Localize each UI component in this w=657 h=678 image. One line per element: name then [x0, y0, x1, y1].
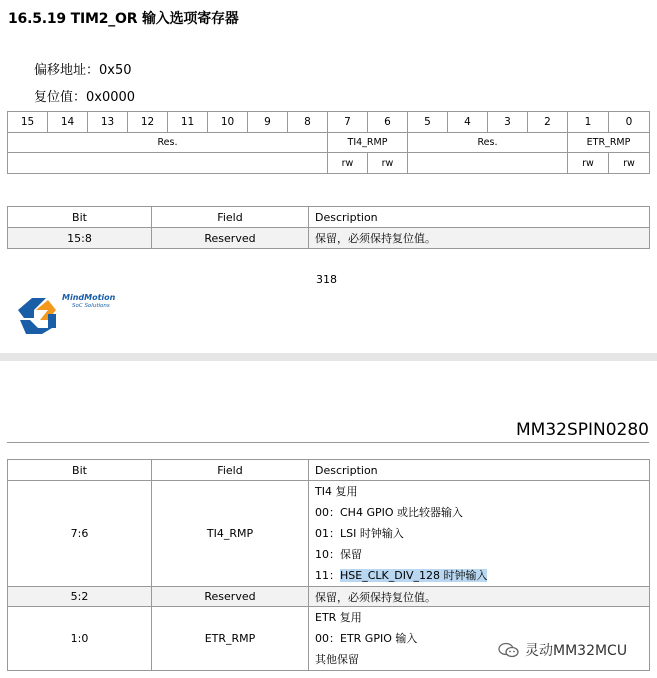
logo-tagline: SoC Solutions — [72, 303, 110, 309]
bit-number: 0 — [609, 112, 650, 133]
description-line: 10：保留 — [315, 548, 362, 561]
table-row — [8, 481, 650, 587]
offset-address: 偏移地址：0x50 — [34, 63, 132, 78]
access-empty — [8, 153, 328, 174]
header-field: Field — [152, 460, 309, 481]
field-name-row — [8, 133, 650, 153]
cell-bit: 7:6 — [8, 481, 152, 587]
company-logo — [12, 292, 122, 334]
page-divider — [0, 353, 657, 361]
bit-number: 14 — [48, 112, 88, 133]
bit-number: 12 — [128, 112, 168, 133]
header-description: Description — [309, 207, 650, 228]
cell-field: ETR_RMP — [152, 607, 309, 671]
cell-description: 保留，必须保持复位值。 — [309, 228, 650, 249]
bit-number: 2 — [528, 112, 568, 133]
table-row — [8, 587, 650, 607]
watermark-text: 灵动MM32MCU — [525, 643, 628, 659]
access-rw: rw — [328, 153, 368, 174]
field-res-high: Res. — [8, 133, 328, 153]
field-etr-rmp: ETR_RMP — [568, 133, 650, 153]
header-bit: Bit — [8, 460, 152, 481]
table-row — [8, 607, 650, 671]
bit-number: 10 — [208, 112, 248, 133]
field-res-mid: Res. — [408, 133, 568, 153]
cell-bit: 5:2 — [8, 587, 152, 607]
description-line: 00：CH4 GPIO 或比较器输入 — [315, 506, 463, 519]
bit-number-row — [8, 112, 650, 133]
table-row — [8, 228, 650, 249]
bit-number: 3 — [488, 112, 528, 133]
description-line: ETR 复用 — [315, 611, 362, 624]
wechat-icon — [498, 642, 520, 658]
description-line: TI4 复用 — [315, 485, 358, 498]
access-empty — [408, 153, 568, 174]
cell-bit: 1:0 — [8, 607, 152, 671]
description-line: 00：ETR GPIO 输入 — [315, 632, 418, 645]
access-rw: rw — [568, 153, 609, 174]
table-header-row — [8, 460, 650, 481]
cell-bit: 15:8 — [8, 228, 152, 249]
product-name: MM32SPIN0280 — [515, 420, 649, 440]
logo-name: MindMotion — [62, 293, 116, 302]
cell-description — [309, 481, 650, 587]
cell-description: 保留，必须保持复位值。 — [309, 587, 650, 607]
header-field: Field — [152, 207, 309, 228]
section-title: 16.5.19 TIM2_OR 输入选项寄存器 — [8, 11, 239, 27]
bit-number: 1 — [568, 112, 609, 133]
watermark — [498, 640, 627, 660]
table-header-row — [8, 207, 650, 228]
access-rw: rw — [368, 153, 408, 174]
option-prefix: 11： — [315, 569, 340, 582]
bit-number: 15 — [8, 112, 48, 133]
highlighted-text: HSE_CLK_DIV_128 时钟输入 — [340, 569, 488, 582]
reset-value: 复位值：0x0000 — [34, 90, 136, 105]
description-table-1 — [7, 206, 650, 249]
field-ti4-rmp: TI4_RMP — [328, 133, 408, 153]
page-number: 318 — [316, 273, 337, 286]
access-rw: rw — [609, 153, 650, 174]
bit-number: 9 — [248, 112, 288, 133]
bit-number: 6 — [368, 112, 408, 133]
header-description: Description — [309, 460, 650, 481]
cell-description — [309, 607, 650, 671]
logo-mark-icon — [12, 292, 62, 334]
access-row — [8, 153, 650, 174]
bit-number: 8 — [288, 112, 328, 133]
bit-number: 7 — [328, 112, 368, 133]
cell-field: Reserved — [152, 587, 309, 607]
header-bit: Bit — [8, 207, 152, 228]
bit-number: 11 — [168, 112, 208, 133]
bit-number: 4 — [448, 112, 488, 133]
cell-field: Reserved — [152, 228, 309, 249]
description-line — [309, 565, 649, 586]
description-line: 01：LSI 时钟输入 — [315, 527, 404, 540]
bit-number: 5 — [408, 112, 448, 133]
header-rule — [7, 442, 649, 443]
bit-number: 13 — [88, 112, 128, 133]
register-bitmap — [7, 111, 650, 174]
cell-field: TI4_RMP — [152, 481, 309, 587]
description-line: 其他保留 — [315, 653, 359, 666]
